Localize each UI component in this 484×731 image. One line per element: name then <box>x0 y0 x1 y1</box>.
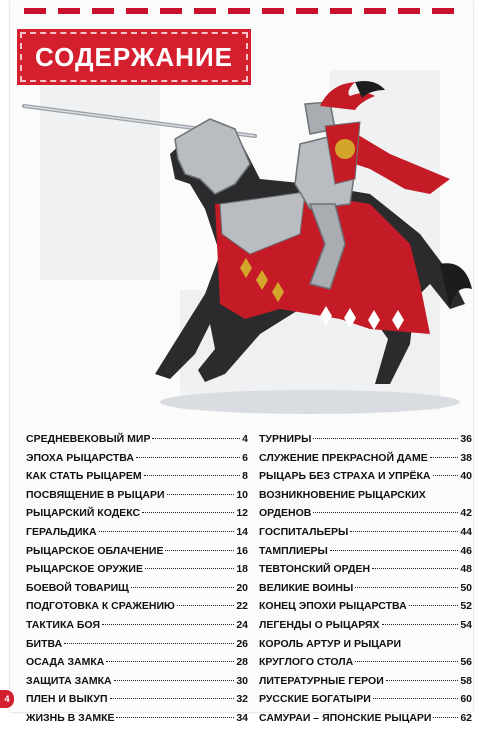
toc-entry-title: РЫЦАРЬ БЕЗ СТРАХА И УПРЁКА <box>259 470 431 483</box>
toc-entry-page: 4 <box>242 433 248 445</box>
ground-shadow <box>160 390 460 414</box>
toc-entry-title: ОСАДА ЗАМКА <box>26 656 105 669</box>
toc-entry[interactable] <box>259 433 472 452</box>
toc-entry-title: ЖИЗНЬ В ЗАМКЕ <box>26 711 115 724</box>
toc-entry[interactable] <box>26 433 248 452</box>
toc-entry-title: БОЕВОЙ ТОВАРИЩ <box>26 581 129 594</box>
toc-entry[interactable] <box>259 452 472 471</box>
toc-entry-title: ПЛЕН И ВЫКУП <box>26 693 108 706</box>
toc-leader-dots <box>136 457 240 458</box>
toc-leader-dots <box>99 531 235 532</box>
toc-entry[interactable] <box>26 712 248 731</box>
toc-entry-page: 32 <box>236 693 248 706</box>
toc-entry-page: 46 <box>460 544 472 557</box>
toc-entry[interactable] <box>259 489 472 508</box>
toc-entry[interactable] <box>26 507 248 526</box>
toc-entry[interactable] <box>26 656 248 675</box>
toc-entry-title: ЭПОХА РЫЦАРСТВА <box>26 451 134 464</box>
toc-entry[interactable] <box>26 470 248 489</box>
toc-entry-page: 10 <box>236 488 248 501</box>
toc-leader-dots <box>430 457 459 458</box>
book-page <box>10 0 473 724</box>
toc-entry[interactable] <box>259 656 472 675</box>
toc-entry-page: 36 <box>460 433 472 445</box>
toc-entry-title: ЛИТЕРАТУРНЫЕ ГЕРОИ <box>259 674 384 687</box>
toc-entry-title: РЫЦАРСКОЕ ОБЛАЧЕНИЕ <box>26 544 164 557</box>
toc-entry-title: СРЕДНЕВЕКОВЫЙ МИР <box>26 433 151 445</box>
toc-entry[interactable] <box>259 582 472 601</box>
toc-entry-title: ОРДЕНОВ <box>259 507 312 520</box>
toc-entry[interactable] <box>26 619 248 638</box>
toc-entry-page: 34 <box>236 711 248 724</box>
toc-entry[interactable] <box>26 489 248 508</box>
toc-entry-title: СЛУЖЕНИЕ ПРЕКРАСНОЙ ДАМЕ <box>259 451 428 464</box>
toc-entry[interactable] <box>259 619 472 638</box>
dashed-top-border <box>24 8 465 14</box>
toc-entry-page: 18 <box>236 563 248 576</box>
toc-entry-page: 14 <box>236 525 248 538</box>
toc-entry-title: САМУРАИ – ЯПОНСКИЕ РЫЦАРИ <box>259 711 432 724</box>
toc-entry-title: ПОДГОТОВКА К СРАЖЕНИЮ <box>26 600 175 613</box>
toc-entry[interactable] <box>26 582 248 601</box>
toc-entry[interactable] <box>26 545 248 564</box>
toc-entry-title: ЛЕГЕНДЫ О РЫЦАРЯХ <box>259 618 380 631</box>
toc-entry-page: 48 <box>460 563 472 576</box>
toc-entry[interactable] <box>26 638 248 657</box>
helmet-plume <box>320 81 385 110</box>
toc-entry-title: ГЕРАЛЬДИКА <box>26 525 97 538</box>
toc-leader-dots <box>102 624 234 625</box>
toc-entry[interactable] <box>259 526 472 545</box>
toc-leader-dots <box>433 475 459 476</box>
toc-entry-page: 52 <box>460 600 472 613</box>
toc-entry-title: РУССКИЕ БОГАТЫРИ <box>259 693 371 706</box>
toc-leader-dots <box>110 698 235 699</box>
toc-entry-page: 42 <box>460 507 472 520</box>
page-number: 4 <box>4 694 10 704</box>
toc-entry-page: 20 <box>236 581 248 594</box>
toc-entry-page: 44 <box>460 525 472 538</box>
toc-leader-dots <box>350 531 458 532</box>
toc-leader-dots <box>142 512 234 513</box>
toc-entry-page: 16 <box>236 544 248 557</box>
knight-on-horse-illustration <box>10 84 473 424</box>
toc-entry-page: 56 <box>460 656 472 669</box>
toc-entry-page: 22 <box>236 600 248 613</box>
page-title-banner <box>20 32 248 82</box>
toc-entry-title: ТЕВТОНСКИЙ ОРДЕН <box>259 563 371 576</box>
toc-entry-title: ВОЗНИКНОВЕНИЕ РЫЦАРСКИХ <box>259 488 426 501</box>
toc-left-column <box>26 433 248 731</box>
toc-leader-dots <box>382 624 459 625</box>
toc-entry-title: РЫЦАРСКИЙ КОДЕКС <box>26 507 141 520</box>
toc-leader-dots <box>355 661 458 662</box>
toc-leader-dots <box>433 717 458 718</box>
toc-right-column <box>259 433 472 731</box>
toc-entry[interactable] <box>259 507 472 526</box>
toc-entry[interactable] <box>259 675 472 694</box>
toc-leader-dots <box>313 438 458 439</box>
toc-entry[interactable] <box>26 526 248 545</box>
toc-leader-dots <box>152 438 240 439</box>
toc-leader-dots <box>313 512 458 513</box>
toc-leader-dots <box>386 680 459 681</box>
toc-entry-page: 26 <box>236 637 248 650</box>
toc-entry-page: 60 <box>460 693 472 706</box>
toc-leader-dots <box>114 680 235 681</box>
toc-entry-page: 12 <box>236 507 248 520</box>
toc-entry-title: БИТВА <box>26 637 63 650</box>
toc-entry-page: 8 <box>242 470 248 483</box>
toc-entry-title: КОНЕЦ ЭПОХИ РЫЦАРСТВА <box>259 600 407 613</box>
toc-entry-title: ТУРНИРЫ <box>259 433 312 445</box>
toc-leader-dots <box>144 475 241 476</box>
toc-leader-dots <box>177 605 234 606</box>
toc-leader-dots <box>355 587 458 588</box>
toc-entry[interactable] <box>259 470 472 489</box>
toc-entry[interactable] <box>259 638 472 657</box>
toc-entry-page: 40 <box>460 470 472 483</box>
toc-leader-dots <box>131 587 234 588</box>
toc-entry[interactable] <box>259 545 472 564</box>
toc-entry-title: ЗАЩИТА ЗАМКА <box>26 674 112 687</box>
toc-entry-title: КОРОЛЬ АРТУР И РЫЦАРИ <box>259 637 402 650</box>
toc-leader-dots <box>64 643 234 644</box>
toc-entry-page: 62 <box>460 711 472 724</box>
toc-entry-page: 38 <box>460 451 472 464</box>
toc-leader-dots <box>106 661 234 662</box>
toc-entry-page: 24 <box>236 618 248 631</box>
toc-entry-title: КРУГЛОГО СТОЛА <box>259 656 354 669</box>
toc-leader-dots <box>145 568 234 569</box>
toc-leader-dots <box>167 494 235 495</box>
toc-entry-page: 6 <box>242 451 248 464</box>
toc-entry[interactable] <box>259 600 472 619</box>
toc-entry[interactable] <box>26 452 248 471</box>
toc-entry[interactable] <box>26 693 248 712</box>
toc-entry-title: РЫЦАРСКОЕ ОРУЖИЕ <box>26 563 143 576</box>
toc-entry[interactable] <box>26 600 248 619</box>
toc-entry-page: 54 <box>460 618 472 631</box>
toc-entry[interactable] <box>259 712 472 731</box>
toc-leader-dots <box>373 698 459 699</box>
toc-entry[interactable] <box>259 563 472 582</box>
toc-leader-dots <box>409 605 459 606</box>
toc-leader-dots <box>116 717 234 718</box>
toc-entry-title: ГОСПИТАЛЬЕРЫ <box>259 525 349 538</box>
toc-entry-title: КАК СТАТЬ РЫЦАРЕМ <box>26 470 142 483</box>
page-number-tab <box>0 690 14 708</box>
toc-entry-page: 30 <box>236 674 248 687</box>
toc-entry-page: 50 <box>460 581 472 594</box>
toc-leader-dots <box>165 550 234 551</box>
toc-entry[interactable] <box>26 675 248 694</box>
toc-entry-page: 58 <box>460 674 472 687</box>
toc-entry-page: 28 <box>236 656 248 669</box>
toc-entry[interactable] <box>26 563 248 582</box>
toc-entry-title: ТАМПЛИЕРЫ <box>259 544 328 557</box>
page-title: СОДЕРЖАНИЕ <box>35 41 233 72</box>
toc-leader-dots <box>330 550 458 551</box>
toc-leader-dots <box>372 568 458 569</box>
toc-entry-title: ТАКТИКА БОЯ <box>26 618 100 631</box>
toc-entry-title: ПОСВЯЩЕНИЕ В РЫЦАРИ <box>26 488 165 501</box>
toc-entry[interactable] <box>259 693 472 712</box>
toc-entry-title: ВЕЛИКИЕ ВОИНЫ <box>259 581 354 594</box>
